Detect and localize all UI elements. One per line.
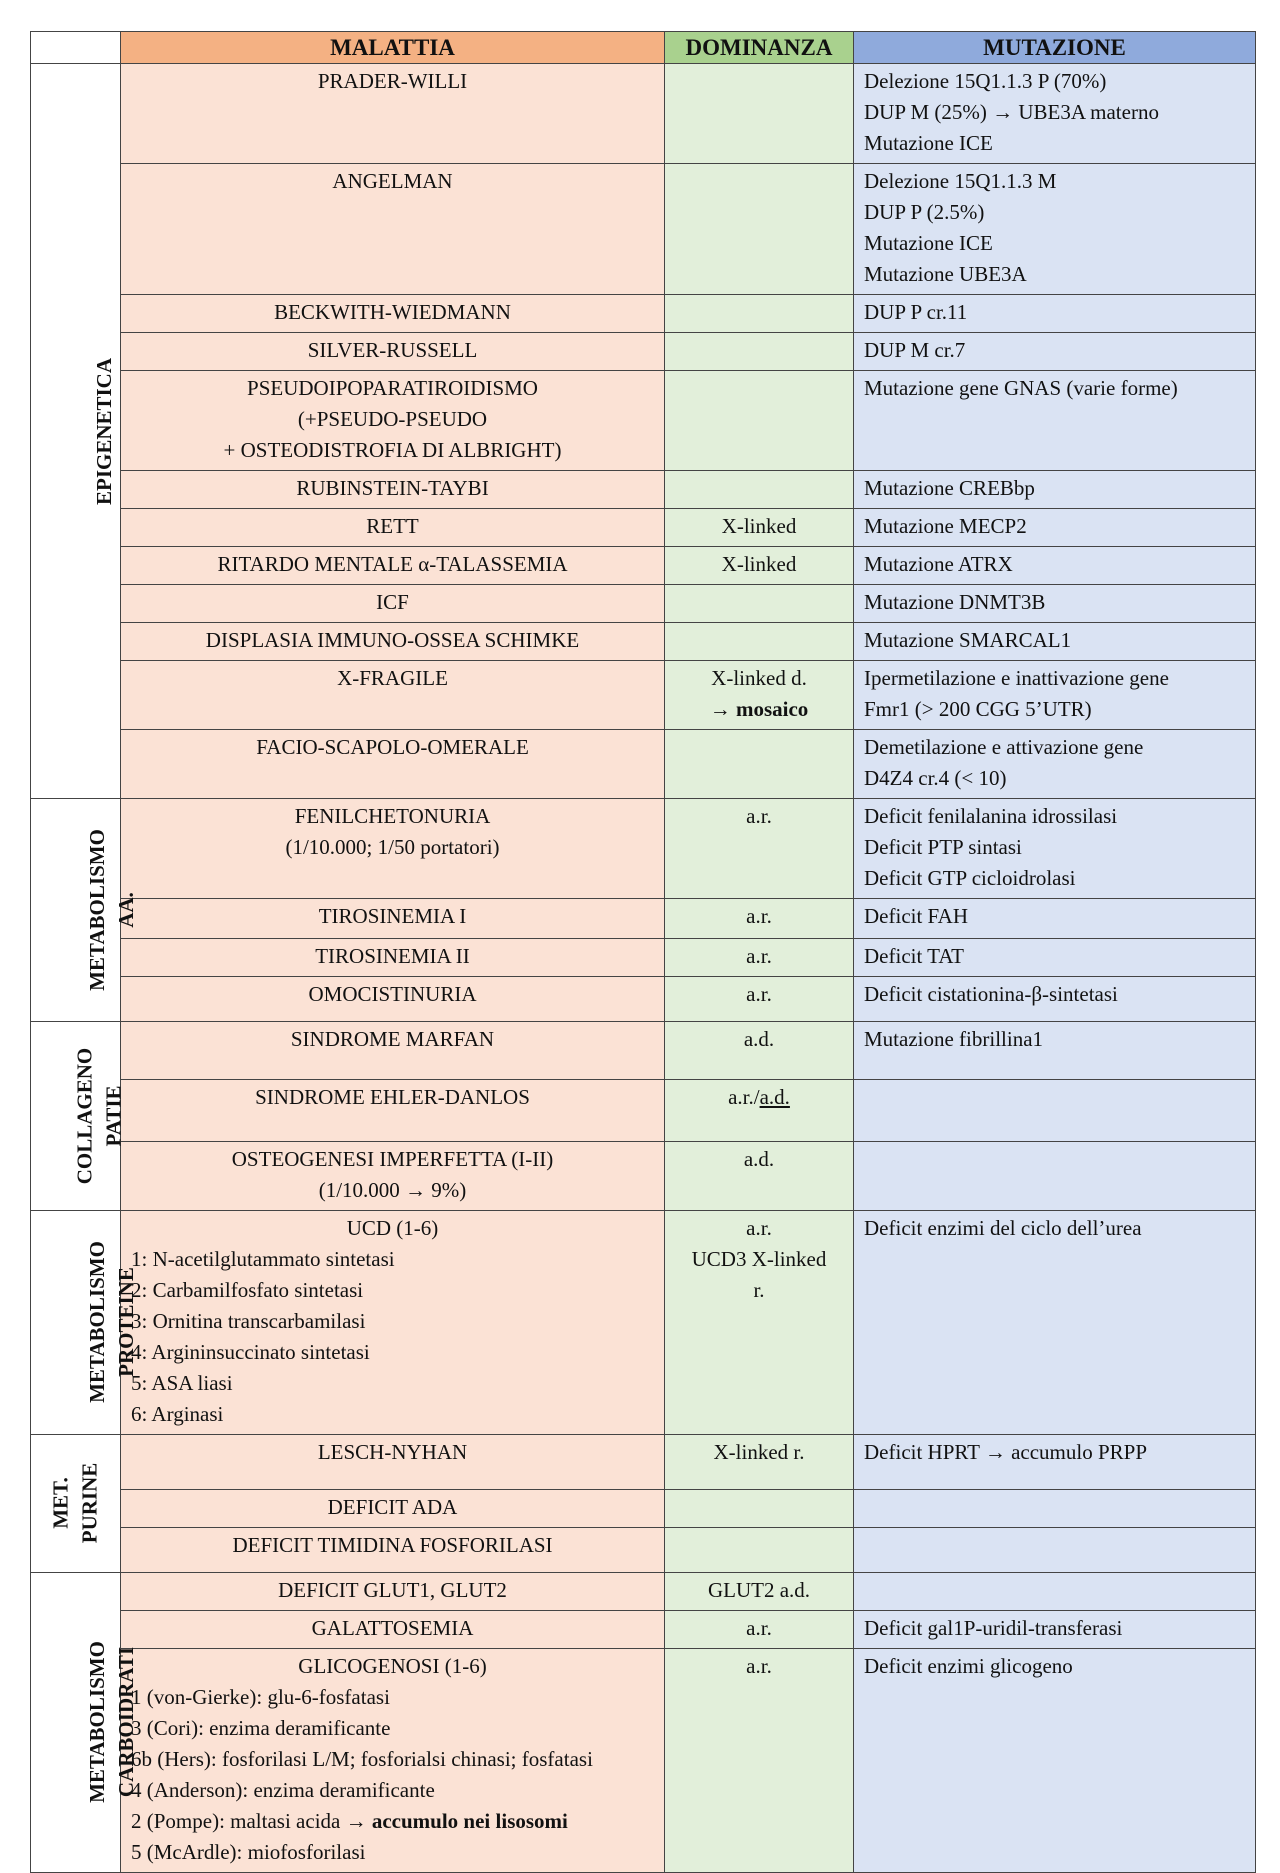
disease-name: + OSTEODISTROFIA DI ALBRIGHT) bbox=[223, 438, 562, 462]
mutation-line: Deficit enzimi del ciclo dell’urea bbox=[864, 1216, 1142, 1240]
category-label: AA. bbox=[113, 891, 138, 928]
disease-subitem: 4: Argininsuccinato sintetasi bbox=[131, 1340, 370, 1364]
mutation-cell bbox=[854, 1142, 1256, 1211]
mutation-line: Delezione 15Q1.1.3 P (70%) bbox=[864, 69, 1107, 93]
dominance-cell bbox=[665, 164, 854, 295]
dominance-cell bbox=[665, 371, 854, 471]
disease-name: FACIO-SCAPOLO-OMERALE bbox=[256, 735, 529, 759]
table-row bbox=[31, 333, 1256, 371]
mutation-cell bbox=[854, 1573, 1256, 1611]
disease-name: SILVER-RUSSELL bbox=[307, 338, 478, 362]
dominance-value: a.d. bbox=[743, 1027, 775, 1051]
table-row bbox=[31, 1022, 1256, 1080]
table-row bbox=[31, 1080, 1256, 1142]
disease-name: DISPLASIA IMMUNO-OSSEA SCHIMKE bbox=[205, 628, 580, 652]
mutation-line: Deficit FAH bbox=[864, 904, 969, 928]
mutation-line: Delezione 15Q1.1.3 M bbox=[864, 169, 1057, 193]
dominance-value: a.d. bbox=[743, 1147, 775, 1171]
disease-name: RETT bbox=[366, 514, 419, 538]
mutation-line: Ipermetilazione e inattivazione gene bbox=[864, 666, 1169, 690]
disease-name: GLICOGENOSI (1-6) bbox=[298, 1654, 487, 1678]
table-row bbox=[31, 661, 1256, 730]
table-row bbox=[31, 1211, 1256, 1435]
dominance-value: X-linked bbox=[721, 514, 797, 538]
category-label: EPIGENETICA bbox=[92, 357, 117, 505]
table-row bbox=[31, 1142, 1256, 1211]
disease-subitem: 1: N-acetilglutammato sintetasi bbox=[131, 1247, 395, 1271]
disease-subitem: 6: Arginasi bbox=[131, 1402, 224, 1426]
disease-name: DEFICIT GLUT1, GLUT2 bbox=[278, 1578, 507, 1602]
dominance-cell bbox=[665, 585, 854, 623]
table-row bbox=[31, 623, 1256, 661]
mutation-line: D4Z4 cr.4 (< 10) bbox=[864, 766, 1007, 790]
table-row bbox=[31, 1490, 1256, 1528]
disease-name: PSEUDOIPOPARATIROIDISMO bbox=[247, 376, 538, 400]
dominance-value: a.r. bbox=[746, 1654, 772, 1678]
disease-name: ICF bbox=[376, 590, 409, 614]
disease-subitem: 1 (von-Gierke): glu-6-fosfatasi bbox=[131, 1685, 390, 1709]
table-row bbox=[31, 939, 1256, 977]
dominance-cell bbox=[665, 333, 854, 371]
disease-subitem: 3 (Cori): enzima deramificante bbox=[131, 1716, 391, 1740]
table-row bbox=[31, 899, 1256, 939]
disease-name: TIROSINEMIA I bbox=[318, 904, 467, 928]
mutation-line: DUP M cr.7 bbox=[864, 338, 966, 362]
dominance-value: a.r. bbox=[746, 944, 772, 968]
disease-name: SINDROME EHLER-DANLOS bbox=[255, 1085, 530, 1109]
category-label: CARBOIDRATI bbox=[113, 1646, 138, 1798]
disease-subitem: 6b (Hers): fosforilasi L/M; fosforialsi chinasi; fosfatasi bbox=[131, 1747, 593, 1771]
disease-name: X-FRAGILE bbox=[337, 666, 448, 690]
mutation-cell bbox=[854, 1080, 1256, 1142]
dominance-value: X-linked bbox=[721, 552, 797, 576]
dominance-value: X-linked r. bbox=[713, 1440, 805, 1464]
category-label: PROTEINE bbox=[113, 1267, 138, 1377]
dominance-value-underlined: a.d. bbox=[759, 1085, 790, 1109]
category-label: PURINE bbox=[77, 1462, 102, 1544]
disease-name: RUBINSTEIN-TAYBI bbox=[296, 476, 489, 500]
dominance-value: GLUT2 a.d. bbox=[707, 1578, 811, 1602]
disease-subitem-text: 2 (Pompe): maltasi acida → bbox=[131, 1809, 372, 1833]
dominance-value: a.r. bbox=[746, 1216, 772, 1240]
mutation-line: Demetilazione e attivazione gene bbox=[864, 735, 1144, 759]
dominance-value: a.r./ bbox=[728, 1085, 760, 1109]
disease-name: UCD (1-6) bbox=[346, 1216, 439, 1240]
category-metabolismo-aa bbox=[31, 799, 138, 1022]
category-met-purine bbox=[31, 1435, 121, 1573]
table-row bbox=[31, 64, 1256, 164]
mutation-cell bbox=[854, 1528, 1256, 1573]
table-row bbox=[31, 295, 1256, 333]
disease-name: GALATTOSEMIA bbox=[311, 1616, 474, 1640]
dominance-cell bbox=[665, 1490, 854, 1528]
disease-name: TIROSINEMIA II bbox=[315, 944, 470, 968]
dominance-cell bbox=[665, 730, 854, 799]
dominance-value: a.r. bbox=[746, 804, 772, 828]
dominance-value: a.r. bbox=[746, 1616, 772, 1640]
disease-name: FENILCHETONURIA bbox=[294, 804, 491, 828]
category-label: METABOLISMO bbox=[84, 1241, 109, 1403]
disease-subitem: 2: Carbamilfosfato sintetasi bbox=[131, 1278, 364, 1302]
disease-name: (1/10.000; 1/50 portatori) bbox=[285, 835, 500, 859]
header-row bbox=[31, 32, 1256, 64]
disease-subitem: 5: ASA liasi bbox=[131, 1371, 233, 1395]
category-metabolismo-carboidrati bbox=[31, 1573, 138, 1873]
header-malattia: MALATTIA bbox=[121, 32, 665, 64]
disease-name: SINDROME MARFAN bbox=[290, 1027, 495, 1051]
disease-name: RITARDO MENTALE α-TALASSEMIA bbox=[217, 552, 568, 576]
mutation-cell bbox=[854, 1490, 1256, 1528]
disease-subitem: 3: Ornitina transcarbamilasi bbox=[131, 1309, 366, 1333]
dominance-cell bbox=[665, 1528, 854, 1573]
mutation-line: Mutazione gene GNAS (varie forme) bbox=[864, 376, 1178, 400]
mutation-line: Mutazione UBE3A bbox=[864, 262, 1027, 286]
mutation-line: Deficit fenilalanina idrossilasi bbox=[864, 804, 1118, 828]
table-row bbox=[31, 1573, 1256, 1611]
mutation-line: DUP P (2.5%) bbox=[864, 200, 985, 224]
disease-name: DEFICIT ADA bbox=[327, 1495, 458, 1519]
mutation-line: Deficit cistationina-β-sintetasi bbox=[864, 982, 1118, 1006]
mutation-line: Deficit GTP cicloidrolasi bbox=[864, 866, 1076, 890]
table-row bbox=[31, 1611, 1256, 1649]
disease-name: DEFICIT TIMIDINA FOSFORILASI bbox=[232, 1533, 553, 1557]
category-label: MET. bbox=[48, 1477, 73, 1529]
mutation-line: Mutazione ICE bbox=[864, 131, 993, 155]
header-dominanza: DOMINANZA bbox=[665, 32, 854, 64]
dominance-cell bbox=[665, 471, 854, 509]
disease-name: OSTEOGENESI IMPERFETTA (I-II) bbox=[231, 1147, 554, 1171]
category-metabolismo-proteine bbox=[31, 1211, 138, 1435]
disease-name: (1/10.000 → 9%) bbox=[318, 1178, 467, 1202]
disease-subitem-bold: accumulo nei lisosomi bbox=[371, 1809, 568, 1833]
table-row bbox=[31, 164, 1256, 295]
category-collagenopatie bbox=[31, 1022, 126, 1211]
category-label: PATIE bbox=[101, 1084, 126, 1147]
category-label: METABOLISMO bbox=[84, 1641, 109, 1803]
dominance-cell bbox=[665, 64, 854, 164]
dominance-cell bbox=[665, 623, 854, 661]
table-row bbox=[31, 1435, 1256, 1490]
disease-name: BECKWITH-WIEDMANN bbox=[274, 300, 511, 324]
table-row bbox=[31, 1649, 1256, 1873]
category-epigenetica bbox=[31, 64, 121, 799]
mutation-line: Mutazione MECP2 bbox=[864, 514, 1027, 538]
dominance-value: r. bbox=[753, 1278, 765, 1302]
mutation-line: Deficit enzimi glicogeno bbox=[864, 1654, 1073, 1678]
disease-subitem: 4 (Anderson): enzima deramificante bbox=[131, 1778, 435, 1802]
mutation-line: Fmr1 (> 200 CGG 5’UTR) bbox=[864, 697, 1092, 721]
dominance-value: → mosaico bbox=[709, 697, 809, 721]
category-label: METABOLISMO bbox=[84, 828, 109, 991]
mutation-line: Deficit TAT bbox=[864, 944, 964, 968]
mutation-line: Deficit PTP sintasi bbox=[864, 835, 1022, 859]
disease-name: PRADER-WILLI bbox=[317, 69, 468, 93]
mutation-line: Deficit HPRT → accumulo PRPP bbox=[864, 1440, 1148, 1464]
table-row bbox=[31, 547, 1256, 585]
dominance-cell bbox=[665, 295, 854, 333]
header-mutazione: MUTAZIONE bbox=[854, 32, 1256, 64]
mutation-line: Mutazione fibrillina1 bbox=[864, 1027, 1044, 1051]
header-empty-cell bbox=[31, 32, 121, 64]
genetic-diseases-table bbox=[30, 31, 1256, 1873]
table-row bbox=[31, 730, 1256, 799]
table-row bbox=[31, 371, 1256, 471]
dominance-value: X-linked d. bbox=[711, 666, 807, 690]
mutation-line: Mutazione DNMT3B bbox=[864, 590, 1046, 614]
disease-name: (+PSEUDO-PSEUDO bbox=[297, 407, 488, 431]
disease-name: LESCH-NYHAN bbox=[317, 1440, 468, 1464]
table-row bbox=[31, 471, 1256, 509]
dominance-value: a.r. bbox=[746, 982, 772, 1006]
disease-name: OMOCISTINURIA bbox=[308, 982, 477, 1006]
dominance-value: UCD3 X-linked bbox=[691, 1247, 827, 1271]
table-row bbox=[31, 585, 1256, 623]
mutation-line: DUP P cr.11 bbox=[864, 300, 968, 324]
table-row bbox=[31, 977, 1256, 1022]
mutation-line: Deficit gal1P-uridil-transferasi bbox=[864, 1616, 1123, 1640]
category-label: COLLAGENO bbox=[72, 1047, 97, 1184]
mutation-line: Mutazione ATRX bbox=[864, 552, 1013, 576]
mutation-line: DUP M (25%) → UBE3A materno bbox=[864, 100, 1159, 124]
mutation-line: Mutazione CREBbp bbox=[864, 476, 1035, 500]
disease-subitem: 5 (McArdle): miofosforilasi bbox=[131, 1840, 366, 1864]
disease-name: ANGELMAN bbox=[332, 169, 453, 193]
table-row bbox=[31, 1528, 1256, 1573]
table-row bbox=[31, 509, 1256, 547]
mutation-line: Mutazione ICE bbox=[864, 231, 993, 255]
table-row bbox=[31, 799, 1256, 899]
mutation-line: Mutazione SMARCAL1 bbox=[864, 628, 1072, 652]
dominance-value: a.r. bbox=[746, 904, 772, 928]
